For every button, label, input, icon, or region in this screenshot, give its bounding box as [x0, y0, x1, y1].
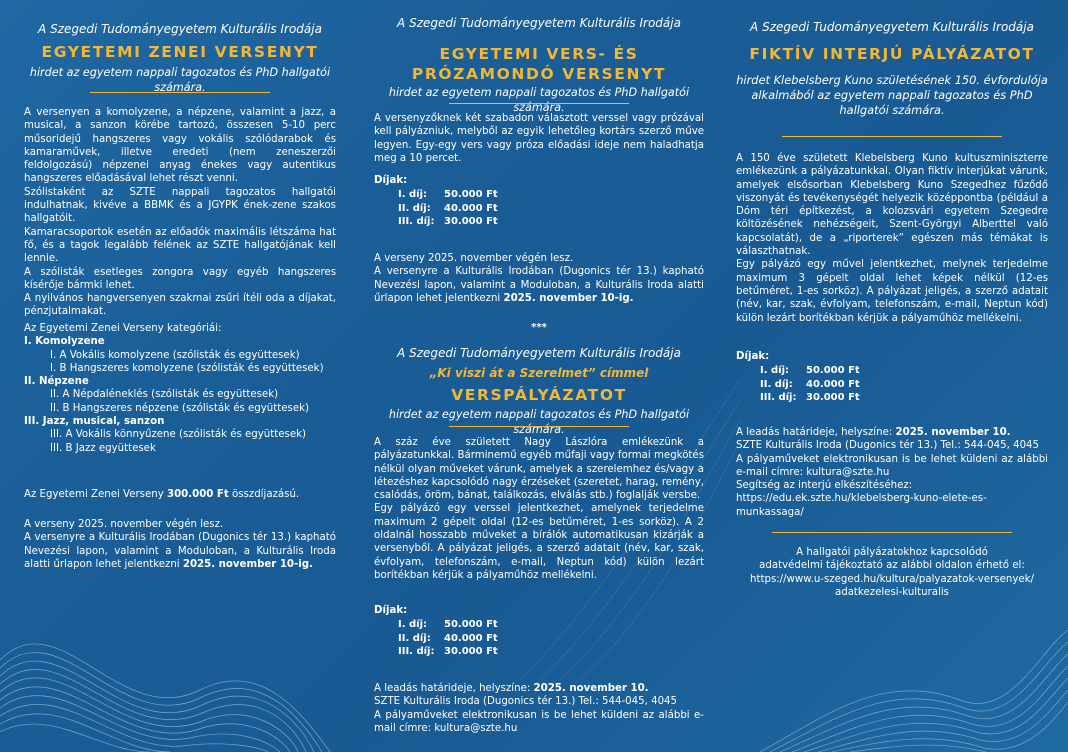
col1-soloists: Szólistaként az SZTE nappali tagozatos hallgatói indulhatnak, kivéve a BBMK és a JGYPK ének-zene szakos hallgatóit. — [24, 186, 336, 225]
col1-subtitle: hirdet az egyetem nappali tagozatos és PhD hallgatói számára. — [29, 66, 331, 94]
col1-chamber: Kamaracsoportok esetén az előadók maximális létszáma hat fő, és a tagok legalább felének az SZTE hallgatójának kell lennie. — [24, 226, 336, 265]
col2-prizes2-label: Díjak: — [374, 605, 408, 616]
col2-prize2-row: III. díj: 30.000 Ft — [398, 646, 498, 658]
col2-body2b: Egy pályázó egy verssel jelentkezhet, amelynek terjedelme maximum 2 gépelt oldal (12-es betűméret, 1-es sorköz). A 2 oldalnál hosszabb műveket a bírálók automatikusan kizárják a versenyből. A pályázat jeligés, a szerző adatait (név, kar, szak, évfolyam, telefonszám, e-mail, Neptun kód) külön lezárt borítékban kérjük a pályaműhöz mellékelni. — [374, 503, 704, 581]
col2-title-line2: PRÓZAMONDÓ VERSENYT — [411, 65, 667, 83]
col1-intro: A versenyen a komolyzene, a népzene, valamint a jazz, a musical, a sanzon körébe tartozó, összesen 5-10 perc műsoridejű hangszeres vagy vokális szólódarabok és kamaraművek, illetve eredeti (nem zeneszerzői feldolgozású) népzenei anyag énekes vagy autentikus hangszeres előadásával lehet részt venni. — [24, 107, 336, 185]
col2-prizes-label: Díjak: — [374, 175, 408, 186]
col2-apply: A versenyre a Kulturális Irodában (Dugonics tér 13.) kapható Nevezési lapon, valamint a Moduloban, a Kulturális Iroda alatti űrlapon lehet jelentkezni 2025. november 10-ig. — [374, 266, 704, 304]
col1-date-line: A verseny 2025. november végén lesz. — [24, 519, 224, 530]
col2-prizes — [374, 174, 704, 229]
column-poetry-competition — [374, 0, 704, 752]
category-classical-instrumental: I. B Hangszeres komolyzene (szólisták és együttesek) — [50, 362, 324, 374]
category-jazz-ensembles: III. B Jazz együttesek — [50, 442, 156, 454]
col3-electronic: A pályaműveket elektronikusan is be lehet küldeni az alábbi e-mail címre: kultura@szte.hu — [736, 453, 1048, 478]
col3-body2: Egy pályázó egy művel jelentkezhet, melynek terjedelme maximum 3 gépelt oldal lehet képek nélkül (12-es betűméret, 1-es sorköz). A pályázat jeligés, a szerző adatait (név, kar, szak, évfolyam, telefonszám, e-mail, Neptun kód) külön lezárt borítékban kérjük a pályaműhöz mellékelni. — [736, 259, 1048, 324]
col1-categories-intro: Az Egyetemi Zenei Verseny kategóriái: — [24, 323, 222, 334]
col3-prizes-label: Díjak: — [736, 351, 770, 362]
col3-subtitle: hirdet Klebelsberg Kuno születésének 150. évfordulója alkalmából az egyetem nappali tagozatos és PhD hallgatói számára. — [736, 73, 1048, 117]
category-classical: I. Komolyzene — [24, 336, 105, 348]
col1-divider — [90, 92, 270, 93]
col2-intro: A versenyzőknek két szabadon választott verssel vagy prózával kell pályázniuk, melyből az egyik lehetőleg kortárs szerző műve legyen. Egy-egy vers vagy próza előadási ideje nem haladhatja meg a 10 percet. — [374, 113, 704, 164]
privacy-line1: A hallgatói pályázatokhoz kapcsolódó — [796, 547, 988, 558]
col2-office: SZTE Kulturális Iroda (Dugonics tér 13.) Tel.: 544-045, 4045 — [374, 696, 678, 708]
col2-subtitle: hirdet az egyetem nappali tagozatos és PhD hallgatói számára. — [388, 86, 690, 114]
col2-header: A Szegedi Tudományegyetem Kulturális Irodája — [397, 16, 681, 30]
col1-header: A Szegedi Tudományegyetem Kulturális Irodája — [38, 22, 322, 36]
col3-prizes — [736, 350, 1048, 405]
category-classical-vocal: I. A Vokális komolyzene (szólisták és együttesek) — [50, 349, 300, 361]
col3-deadline: A leadás határideje, helyszíne: 2025. november 10. — [736, 427, 1011, 438]
col2-prizes2 — [374, 604, 704, 659]
col2-subtitle2: hirdet az egyetem nappali tagozatos és PhD hallgatói számára. — [388, 408, 690, 436]
category-jazz-vocal: III. A Vokális könnyűzene (szólisták és együttesek) — [50, 429, 306, 441]
col2-prize-row: I. díj: 50.000 Ft — [398, 189, 498, 201]
col2-title-line1: EGYETEMI VERS- ÉS — [439, 45, 639, 63]
col1-total-prize: Az Egyetemi Zenei Verseny 300.000 Ft összdíjazású. — [24, 489, 300, 500]
section-separator: *** — [531, 322, 547, 333]
col3-prize-row: I. díj: 50.000 Ft — [760, 365, 860, 377]
col3-prize-row: II. díj: 40.000 Ft — [760, 378, 860, 390]
col3-body1: A 150 éve született Klebelsberg Kuno kultuszminiszterre emlékezünk a pályázatunkkal. Olyan fiktív interjúkat várunk, amelyek elsősorban Klebelsberg Kuno Szegedhez fűződő viszonyát és tevékenységét helyezik középpontba (például a Dóm téri építkezést, a kolozsvári egyetem Szegedre költözésének nehézségeit, Szent-Györgyi Alberttel való kapcsolatát), de a „riporterek” egészen más témákat is választhatnak. — [736, 153, 1048, 258]
category-folk-singing: II. A Népdaléneklés (szólisták és együttesek) — [50, 389, 279, 401]
category-folk-instrumental: II. B Hangszeres népzene (szólisták és együttesek) — [50, 402, 309, 414]
col2-title2: VERSPÁLYÁZATOT — [451, 386, 627, 404]
col2-prize2-row: II. díj: 40.000 Ft — [398, 632, 498, 644]
poem-contest-motto: „Ki viszi át a Szerelmet” címmel — [429, 366, 649, 380]
privacy-line2: adatvédelmi tájékoztató az alábbi oldalon érhető el: — [759, 560, 1025, 572]
col3-help-link[interactable]: https://edu.ek.szte.hu/klebelsberg-kuno-elete-es-munkassaga/ — [736, 493, 987, 518]
col1-accompanist: A szólisták esetleges zongora vagy egyéb hangszeres kísérője bármki lehet. — [24, 266, 336, 291]
column-music-competition — [24, 0, 336, 752]
col2-header2: A Szegedi Tudományegyetem Kulturális Irodája — [397, 346, 681, 360]
col3-header: A Szegedi Tudományegyetem Kulturális Irodája — [750, 20, 1034, 34]
category-folk: II. Népzene — [24, 376, 89, 388]
col2-prize-row: II. díj: 40.000 Ft — [398, 202, 498, 214]
col2-prize-row: III. díj: 30.000 Ft — [398, 216, 498, 228]
col2-body2a: A száz éve született Nagy Lászlóra emlékezünk a pályázatunkkal. Bárminemű egyéb műfaji vagy formai megkötés nélkül olyan műveket várunk, amelyek a szerelemhez és/vagy a létezéshez kapcsolódó nagy érzéseket (szeretet, harag, remény, csalódás, öröm, bánat, találkozás, elválás stb.) foglalják versbe. — [374, 437, 704, 502]
privacy-link-line1[interactable]: https://www.u-szeged.hu/kultura/palyazatok-versenyek/ — [750, 573, 1034, 585]
col2-divider2 — [449, 426, 629, 427]
col2-divider — [449, 103, 629, 104]
col1-title: EGYETEMI ZENEI VERSENYT — [41, 43, 319, 61]
col3-prize-row: III. díj: 30.000 Ft — [760, 392, 860, 404]
col1-jury: A nyilvános hangversenyen szakmai zsűri ítéli oda a díjakat, pénzjutalmakat. — [24, 293, 336, 318]
col2-deadline: A leadás határideje, helyszíne: 2025. november 10. — [374, 683, 649, 694]
column-interview-contest — [736, 0, 1048, 752]
category-jazz: III. Jazz, musical, sanzon — [24, 416, 165, 428]
privacy-link-line2[interactable]: adatkezelesi-kulturalis — [834, 587, 949, 599]
col3-divider2 — [772, 532, 1012, 533]
col3-divider — [782, 136, 1002, 137]
col3-office: SZTE Kulturális Iroda (Dugonics tér 13.) Tel.: 544-045, 4045 — [736, 440, 1040, 452]
col2-date-line: A verseny 2025. november végén lesz. — [374, 253, 574, 264]
col2-prize2-row: I. díj: 50.000 Ft — [398, 619, 498, 631]
col1-apply: A versenyre a Kulturális Irodában (Dugonics tér 13.) kapható Nevezési lapon, valamint a Moduloban, a Kulturális Iroda alatti űrlapon lehet jelentkezni 2025. november 10-ig. — [24, 532, 336, 570]
col3-help: Segítség az interjú elkészítéséhez: — [736, 480, 913, 492]
col2-electronic: A pályaműveket elektronikusan is be lehet küldeni az alábbi e-mail címre: kultura@szte.hu — [374, 709, 704, 734]
col3-title: FIKTÍV INTERJÚ PÁLYÁZATOT — [749, 45, 1035, 63]
